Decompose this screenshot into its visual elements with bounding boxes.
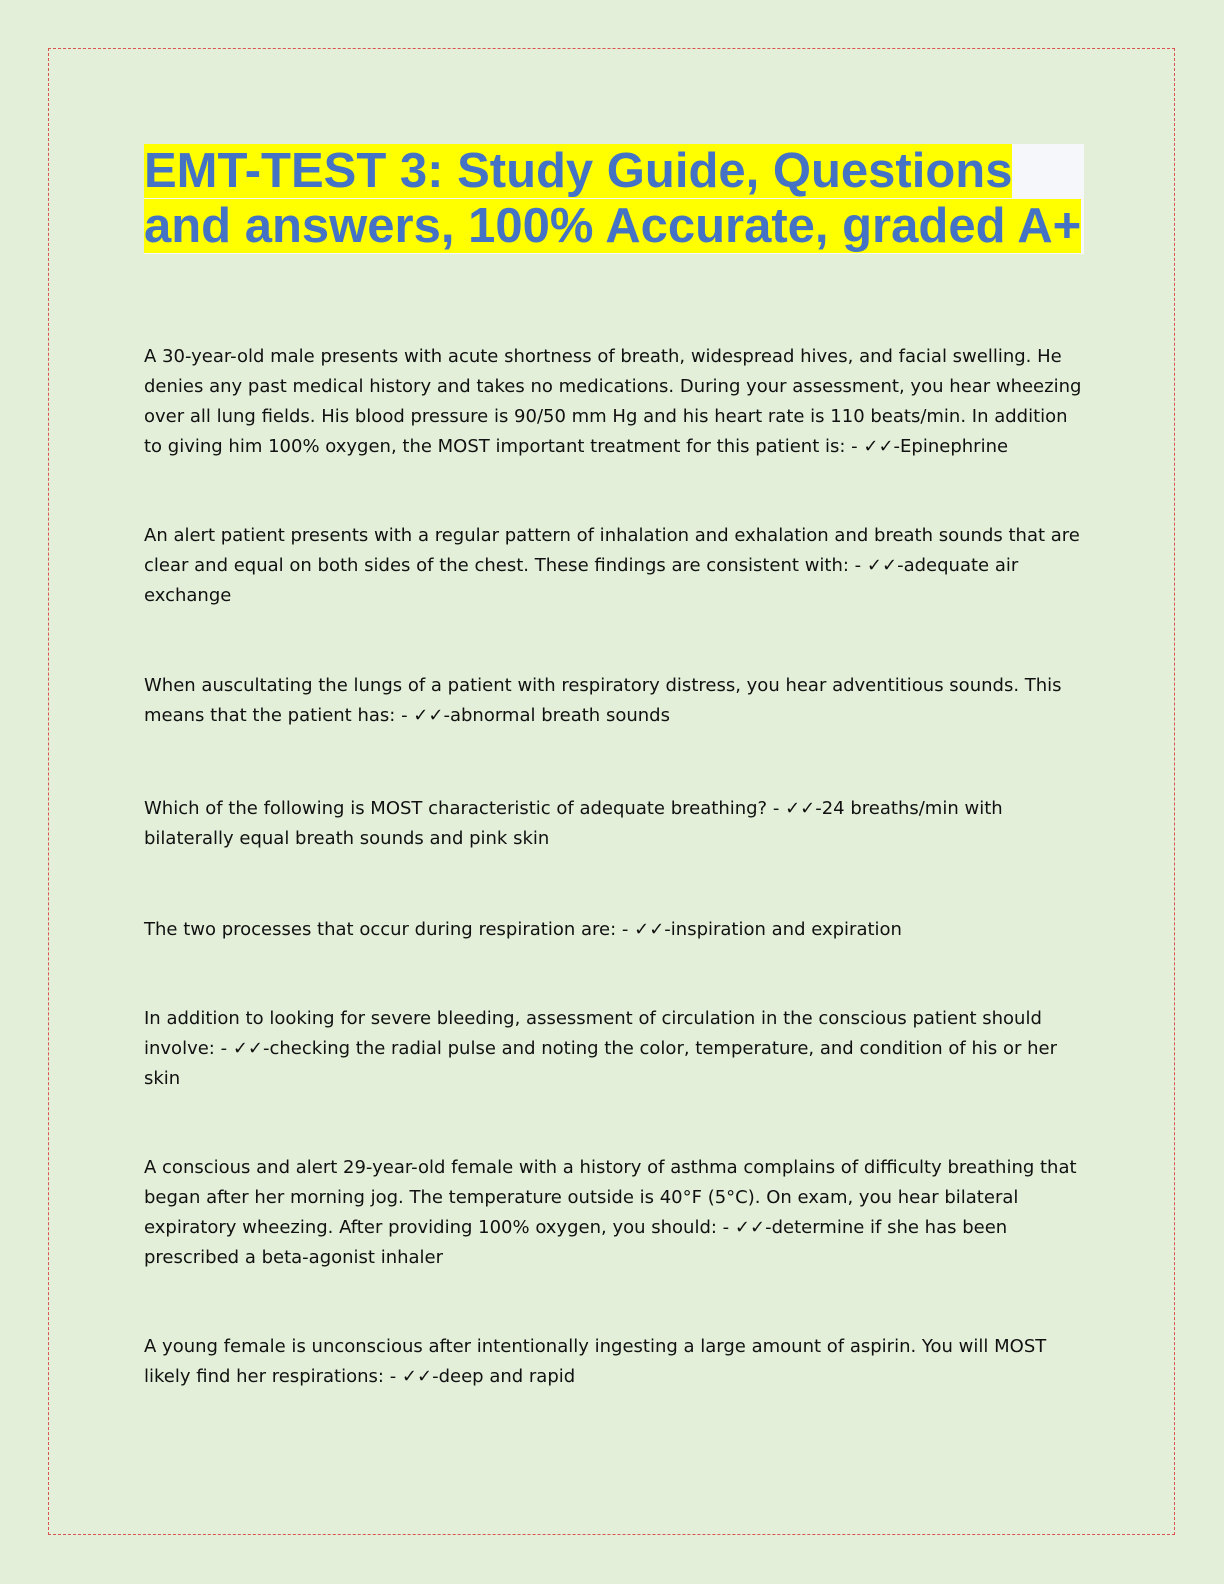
separator: - (383, 1366, 402, 1387)
double-check-icon: ✓✓ (401, 1366, 433, 1387)
answer-text: Epinephrine (900, 436, 1009, 457)
answer-prefix: - (443, 705, 450, 726)
answer-prefix: - (664, 919, 671, 940)
answer-prefix: - (815, 798, 822, 819)
qa-item (144, 521, 1084, 611)
qa-item (144, 1153, 1084, 1273)
title-line-1-text: EMT-TEST 3: Study Guide, Questions (144, 144, 1013, 198)
double-check-icon: ✓✓ (866, 555, 898, 576)
double-check-icon: ✓✓ (413, 705, 444, 726)
question-text: When auscultating the lungs of a patient with respiratory distress, you hear adventitious sounds. This means that the patient has: (144, 675, 1062, 726)
answer-text: abnormal breath sounds (449, 705, 670, 726)
title-line-2 (144, 199, 1084, 254)
answer-text: checking the radial pulse and noting the color, temperature, and condition of his or her skin (144, 1038, 1057, 1089)
answer-text: inspiration and expiration (670, 919, 902, 940)
separator: - (716, 1217, 735, 1238)
answer-prefix: - (893, 436, 901, 457)
separator: - (214, 1038, 233, 1059)
qa-item (144, 1332, 1084, 1392)
answer-text: adequate air exchange (144, 555, 1019, 606)
question-text: In addition to looking for severe bleeding, assessment of circulation in the conscious patient should involve: (144, 1008, 1042, 1059)
separator: - (767, 798, 786, 819)
double-check-icon: ✓✓ (734, 1217, 766, 1238)
double-check-icon: ✓✓ (232, 1038, 263, 1059)
answer-prefix: - (432, 1366, 439, 1387)
qa-item (144, 915, 1084, 945)
double-check-icon: ✓✓ (863, 436, 894, 457)
page-border (48, 48, 1175, 1535)
separator: - (616, 919, 635, 940)
answer-text: 24 breaths/min with bilaterally equal breath sounds and pink skin (144, 798, 1003, 849)
separator: - (848, 555, 867, 576)
double-check-icon: ✓✓ (785, 798, 816, 819)
question-text: An alert patient presents with a regular pattern of inhalation and exhalation and breath sounds that are clear and equal on both sides of the chest. These findings are consistent with: (144, 525, 1080, 576)
title-line-2-text: and answers, 100% Accurate, graded A+ (144, 199, 1082, 253)
qa-item (144, 342, 1084, 462)
question-text: A 30-year-old male presents with acute shortness of breath, widespread hives, and facial swelling. He denies any past medical history and takes no medications. During your assessment, you hear wheezing over all lung fields. His blood pressure is 90/50 mm Hg and his heart rate is 110 beats/min. In addition to giving him 100% oxygen, the MOST important treatment for this patient is: (144, 346, 1082, 457)
question-text: A conscious and alert 29-year-old female with a history of asthma complains of difficulty breathing that began after her morning jog. The temperature outside is 40°F (5°C). On exam, you hear bilateral expiratory wheezing. After providing 100% oxygen, you should: (144, 1157, 1077, 1238)
qa-item (144, 794, 1084, 854)
answer-text: deep and rapid (438, 1366, 576, 1387)
qa-item (144, 1004, 1084, 1094)
question-text: The two processes that occur during respiration are: (144, 919, 617, 940)
question-text: A young female is unconscious after intentionally ingesting a large amount of aspirin. You will MOST likely find her respirations: (144, 1336, 1047, 1387)
separator: - (395, 705, 414, 726)
document-title (144, 144, 1084, 254)
qa-item (144, 671, 1084, 731)
question-text: Which of the following is MOST characteristic of adequate breathing? (144, 798, 768, 819)
answer-prefix: - (263, 1038, 270, 1059)
answer-prefix: - (897, 555, 904, 576)
title-line-1 (144, 144, 1084, 199)
document-title-block (144, 144, 1084, 254)
separator: - (845, 436, 864, 457)
answer-prefix: - (765, 1217, 772, 1238)
double-check-icon: ✓✓ (634, 919, 665, 940)
answer-text: determine if she has been prescribed a beta-agonist inhaler (144, 1217, 1008, 1268)
